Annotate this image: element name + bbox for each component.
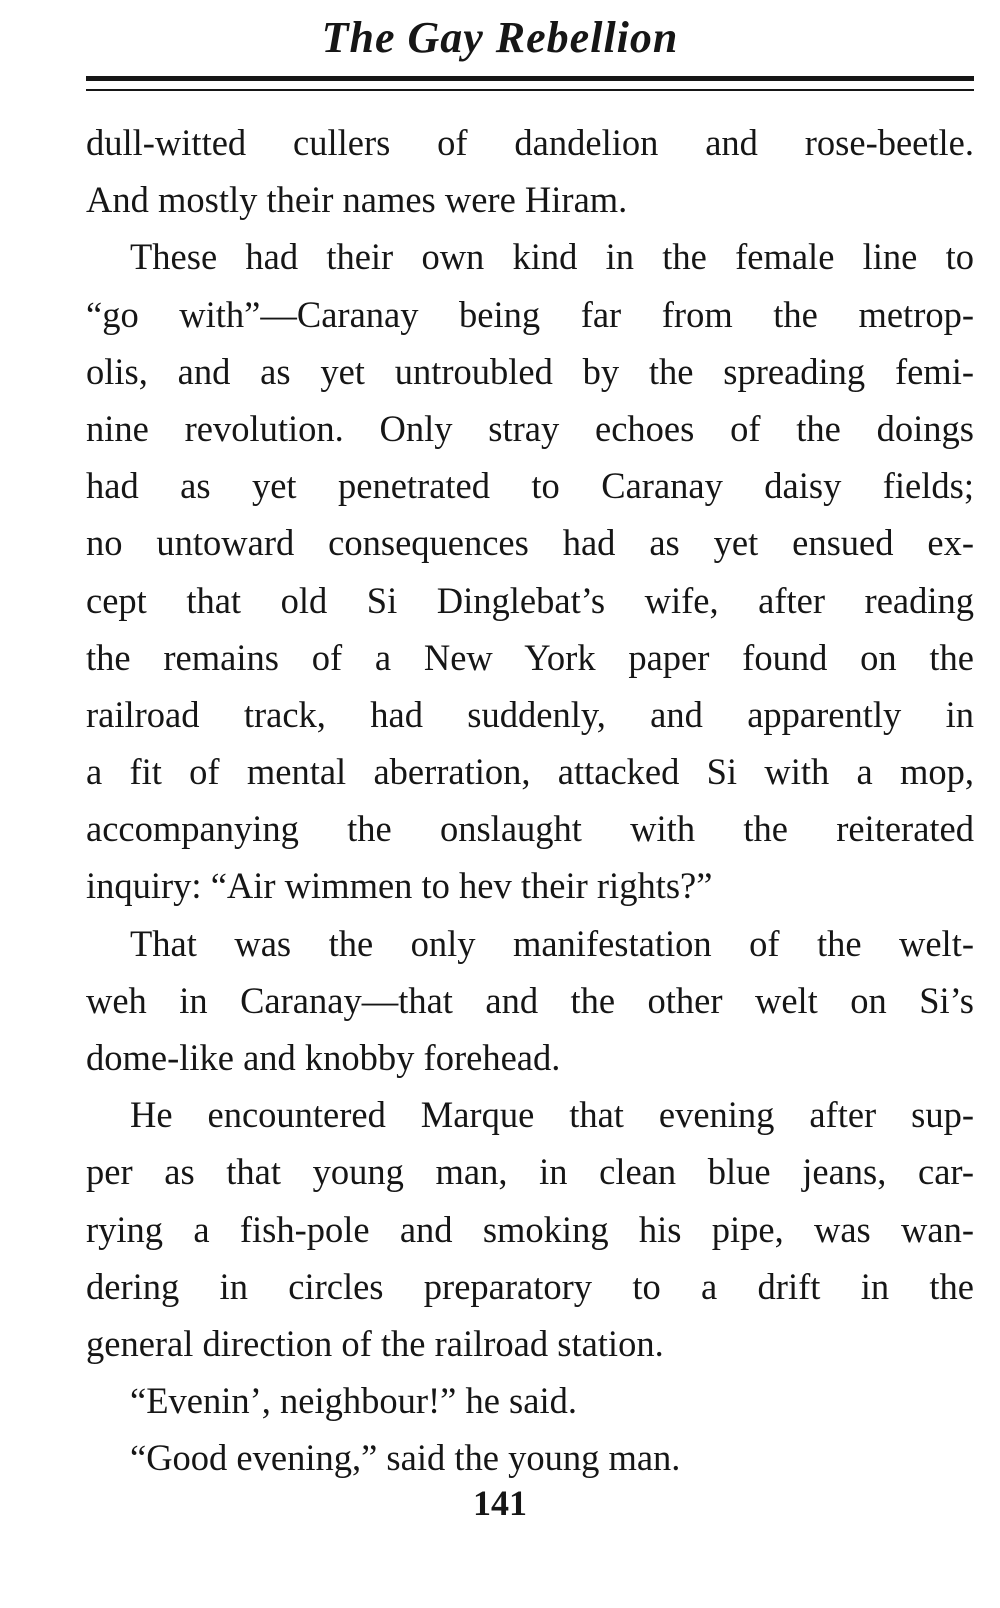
header-rule-thick <box>86 76 974 81</box>
text-line: “Good evening,” said the young man. <box>130 1437 681 1479</box>
text-line: He encountered Marque that evening after sup- <box>130 1094 974 1136</box>
text-line: inquiry: “Air wimmen to hev their rights?” <box>86 865 713 907</box>
text-line: “go with”—Caranay being far from the metrop- <box>86 293 974 335</box>
text-line: railroad track, had suddenly, and apparently in <box>86 693 974 735</box>
text-line: a fit of mental aberration, attacked Si with a mop, <box>86 751 974 793</box>
text-line: “Evenin’, neighbour!” he said. <box>130 1380 577 1422</box>
text-line: These had their own kind in the female line to <box>130 236 974 278</box>
page-number: 141 <box>473 1483 527 1523</box>
text-line: weh in Caranay—that and the other welt on Si’s <box>86 979 974 1021</box>
header-rule-thin <box>86 89 974 91</box>
text-line: nine revolution. Only stray echoes of the doings <box>86 407 974 449</box>
text-line: per as that young man, in clean blue jeans, car- <box>86 1151 974 1193</box>
text-line: accompanying the onslaught with the reiterated <box>86 808 974 850</box>
text-line: the remains of a New York paper found on the <box>86 636 974 678</box>
body-text <box>86 114 974 1487</box>
text-line: cept that old Si Dinglebat’s wife, after reading <box>86 579 974 621</box>
text-line: general direction of the railroad station. <box>86 1322 664 1364</box>
text-line: dering in circles preparatory to a drift in the <box>86 1265 974 1307</box>
text-line: rying a fish-pole and smoking his pipe, was wan- <box>86 1208 974 1250</box>
text-line: no untoward consequences had as yet ensued ex- <box>86 522 974 564</box>
text-line: dull-witted cullers of dandelion and rose-beetle. <box>86 122 974 163</box>
text-line: That was the only manifestation of the welt- <box>130 922 974 964</box>
text-line: dome-like and knobby forehead. <box>86 1037 561 1078</box>
text-line: olis, and as yet untroubled by the spreading femi- <box>86 350 974 392</box>
text-line: had as yet penetrated to Caranay daisy fields; <box>86 465 974 507</box>
running-title: The Gay Rebellion <box>321 13 679 62</box>
text-line: And mostly their names were Hiram. <box>86 179 628 221</box>
